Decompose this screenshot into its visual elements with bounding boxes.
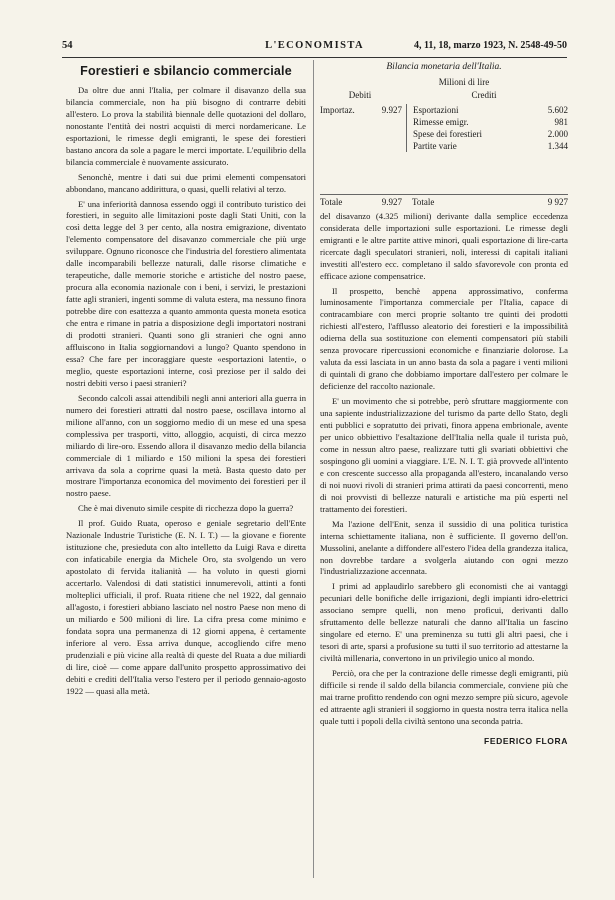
- issue-info: 4, 11, 18, marzo 1923, N. 2548-49-50: [413, 40, 567, 51]
- credit-row: [413, 116, 568, 128]
- paragraph: Perciò, ora che per la contrazione delle rimesse degli emigranti, più difficile si rende il saldo della bilancia commerciale, conviene più che mai trarne profitto rendendo con ogni mezzo sempre più sicuro, agevole ed attraente agli stranieri il soggiorno in questa nostra terra italica nella quale tutti i popoli della civiltà sentono una seconda patria.: [320, 668, 568, 726]
- debits-total: 9.927: [381, 196, 402, 207]
- credit-row: [413, 140, 568, 152]
- right-column: [320, 62, 568, 748]
- total-label: Totale: [320, 196, 343, 207]
- credit-row: [413, 104, 568, 116]
- credit-label: Esportazioni: [413, 104, 459, 115]
- running-header: [62, 40, 567, 54]
- paragraph: I primi ad applaudirlo sarebbero gli economisti che ai vantaggi pecuniari delle bonifiche delle irrigazioni, degli impianti idro-elettrici associano sempre quelli, non meno proficui, derivanti dallo sfruttamento delle bellezze naturali che danno all'Italia un fascino singolare ed eterno. E' una preminenza su tutti gli altri paesi, che i tesori di arte, sparsi a profusione su tutti il suo territorio ad attestarne la civiltà millenaria, convertono in un privilegio unico al mondo.: [320, 581, 568, 664]
- balance-header: [320, 90, 568, 102]
- paragraph: Senonchè, mentre i dati sui due primi elementi compensatori abbondano, mancano addirittura, o quasi, quelli relativi al terzo.: [66, 171, 306, 194]
- credit-label: Partite varie: [413, 140, 457, 151]
- credit-value: 2.000: [547, 128, 568, 139]
- credit-label: Rimesse emigr.: [413, 116, 469, 127]
- left-column: [66, 62, 306, 701]
- credit-value: 981: [554, 116, 568, 127]
- debits-column: [320, 104, 407, 152]
- debit-value: 9.927: [381, 104, 402, 115]
- paragraph: Da oltre due anni l'Italia, per colmare il disavanzo della sua bilancia commerciale, non ha più bisogno di contrarre debiti all'estero. Lo prova la stabilità biennale delle quotazioni del dollaro, nonostante l'entità dei nostri acquisti di merci nordamericane. Le esportazioni, le rimesse degli emigranti, le spese dei forestieri bastano ancora da sole a pagare le merci importate. L'equilibrio della bilancia commerciale è nuovamente assicurato.: [66, 84, 306, 167]
- credit-row: [413, 128, 568, 140]
- credit-label: Spese dei forestieri: [413, 128, 482, 139]
- page-number: 54: [62, 40, 73, 51]
- credits-total: 9 927: [547, 196, 568, 207]
- balance-title: Bilancia monetaria dell'Italia.: [386, 62, 502, 72]
- debit-label: Importaz.: [320, 104, 355, 115]
- debit-row: [320, 104, 402, 116]
- article-title: Forestieri e sbilancio commerciale: [80, 64, 292, 78]
- paragraph: E' un movimento che si potrebbe, però sfruttare maggiormente con una sapiente industrializzazione del turismo da parte dello Stato, degli enti pubblici e sopratutto dei privati, finora appena embrionale, avente per unico obbiettivo l'esaltazione dell'Italia nella quale il turista può, come in nessun altro paese, realizzare tutti gli svariati obbiettivi che sospingono gli uomini a viaggiare. L'E. N. I. T. già provvede all'intento e con crescente successo alla propaganda all'estero, incanalando verso di noi nuovi rivoli di stranieri prima attirati da paesi concorrenti, meno di noi provvisti di bellezze naturali e artistiche ma più esperti nel trattamento dei forestieri.: [320, 396, 568, 514]
- total-label: Totale: [412, 196, 435, 207]
- debits-header: Debiti: [348, 89, 372, 100]
- credits-column: [407, 104, 568, 152]
- credit-value: 1.344: [547, 140, 568, 151]
- column-divider: [313, 60, 314, 878]
- paragraph: Secondo calcoli assai attendibili negli anni anteriori alla guerra in numero dei forestieri attratti dal nostro paese, oscillava intorno al milione all'anno, con un soggiorno medio di un mese ed una spesa complessiva per trasporti, vitto, alloggio, acquisti, di circa mezzo miliardo di lire-oro. Essendo allora il disavanzo medio della bilancia commerciale di 1 miliardo e 150 milioni la spesa dei forestieri arrivava da sola a coprirne quasi la metà. Basta questo dato per mostrare l'importanza economica del movimento dei forestieri per il nostro paese.: [66, 392, 306, 499]
- paragraph: del disavanzo (4.325 milioni) derivante dalla semplice eccedenza considerata delle importazioni sulle esportazioni. Le rimesse degli emigranti e le altre partite attive minori, quali esportazione di lire-carta ricercate dagli speculatori stranieri, noli, interessi di capitali italiani investiti all'estero ecc. completano il saldo sfavorevole con pronta ed efficace azione compensatrice.: [320, 210, 568, 281]
- header-rule: [62, 57, 567, 58]
- paragraph: Il prospetto, benchè appena approssimativo, conferma luminosamente l'importanza commerciale per l'Italia, capace di contracambiare con merci proprie soltanto tre quinti dei prodotti richiesti all'estero, l'afflusso aleatorio dei forestieri e la impossibilità odierna della sua sostituzione con elementi compensatori più stabili senza provocare ripercussioni economiche e finanziarie dolorose. La valuta da essi lasciata in un anno basta da sola a pagare i venti milioni di quintali di grano che dobbiamo importare dall'estero per colmare le deficienze del raccolto nazionale.: [320, 285, 568, 392]
- paragraph: Che è mai divenuto simile cespite di ricchezza dopo la guerra?: [78, 503, 294, 514]
- credits-total-row: [406, 197, 568, 209]
- author-signature: FEDERICO FLORA: [484, 735, 568, 746]
- debits-total-row: [320, 197, 406, 209]
- credit-value: 5.602: [547, 104, 568, 115]
- balance-table: [320, 104, 568, 152]
- balance-totals: [320, 194, 568, 209]
- credits-header: Crediti: [471, 89, 497, 100]
- paragraph: Il prof. Guido Ruata, operoso e geniale segretario dell'Ente Nazionale Industrie Turistiche (E. N. I. T.) — la giovane e fiorente istituzione che, presieduta con alto intelletto da Luigi Rava e diretta con infaticabile energia da Michele Oro, sta svolgendo un vero apostolato di fervida italianità — ha voluto in questi giorni accertarlo. Valendosi di dati statistici innumerevoli, attinti a fonti molteplici ufficiali, il prof. Ruata ritiene che nel 1922, dal gennaio all'agosto, i forestieri abbiano lasciato nel nostro Paese non meno di un miliardo e 500 milioni di lire. La cifra presa come minimo e fondata sopra una permanenza di 12 giorni appena, è certamente inferiore al vero. Essa arriva dunque, accogliendo cifre meno prudenziali e più vicine alla realtà di queste del Ruata a due miliardi di lire, cioè — come appare dall'unito prospetto approssimativo dei debiti e crediti dell'Italia verso l'estero per il periodo gennaio-agosto 1922 — quasi alla metà.: [66, 518, 306, 696]
- paragraph: Ma l'azione dell'Enit, senza il sussidio di una politica turistica interna schiettamente italiana, non è sufficiente. Il governo dell'on. Mussolini, anelante a diffondere all'estero l'idea della grandezza italica, non dovrebbe tardare a svolgerla aiutando con ogni mezzo l'industrializzazione accennata.: [320, 518, 568, 577]
- paragraph: E' una inferiorità dannosa essendo oggi il contributo turistico dei forestieri, in seguito alle limitazioni poste dagli Stati Uniti, con la così detta legge del 3 per cento, alla nostra emigrazione, diventato l'elemento compensatore del disavanzo commerciale che più urge sviluppare. Ognuno riconosce che l'industria del forestiero alimentata dalle incomparabili bellezze naturali, dalle risorse climatiche e terapeutiche, dalle memorie storiche e artistiche del nostro paese, procura alla economia nazionale con i beni, i servizi, le prestazioni fatte agli stranieri, ingenti somme di valuta estera, ma nessuno finora potrebbe dire con esattezza a quanto ammonta questa moneta esotica che entra e rimane in patria a disposizione degli importatori nostrani di prodotti stranieri. Quanti sono gli stranieri che ogni anno affluiscono in Italia soggiornandovi a lungo? Quanto spendono in essa? Che fare per incoraggiare queste «esportazioni latenti», o meglio, queste esportazioni interne, così preziose per il saldo dei nostri debiti verso i paesi stranieri?: [66, 198, 306, 388]
- balance-unit: Milioni di lire: [438, 76, 490, 87]
- journal-title: L'ECONOMISTA: [265, 40, 364, 51]
